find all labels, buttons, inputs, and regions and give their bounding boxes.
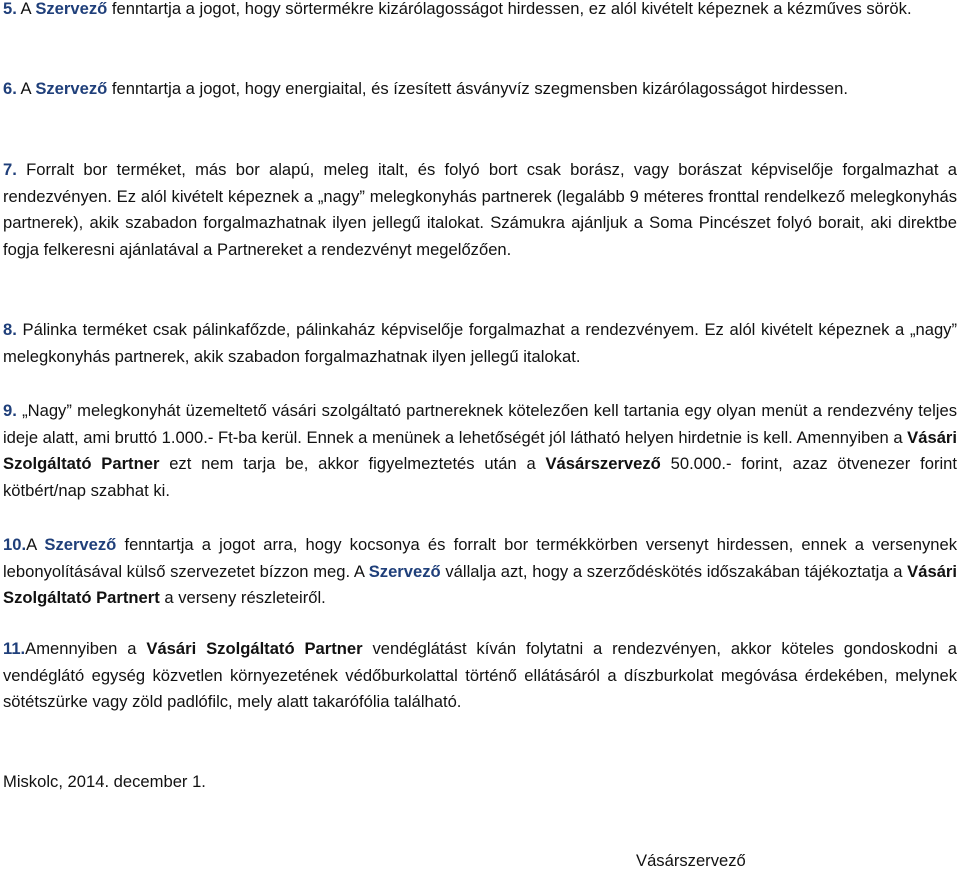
clause-text: Amennyiben a bbox=[25, 639, 147, 658]
clause-6 bbox=[3, 76, 957, 103]
clause-text: A bbox=[16, 79, 36, 98]
clause-text: 50.000.- forint, azaz ötvenezer forint kötbért/nap szabhat ki. bbox=[3, 454, 957, 500]
clause-text: fenntartja a jogot, hogy energiaital, és ízesített ásványvíz szegmensben kizárólagosságot hirdessen. bbox=[107, 79, 848, 98]
term-szervezo: Szervező bbox=[35, 79, 108, 98]
term-vasari-szolgaltato-partner: Vásári Szolgáltató Partner bbox=[3, 427, 957, 473]
term-vasari-szolgaltato-partnert: Vásári Szolgáltató Partnert bbox=[3, 561, 957, 607]
term-szervezo: Szervező bbox=[368, 561, 441, 581]
place-and-date: Miskolc, 2014. december 1. bbox=[3, 772, 206, 791]
clause-text: Pálinka terméket csak pálinkafőzde, pálinkaház képviselője forgalmazhat a rendezvényem. Ez alól kivételt képeznek a „nagy” melegkonyhás partnerek, akik szabadon forgalmazhatnak ilyen jellegű italokat. bbox=[3, 320, 957, 366]
clause-number: 5. bbox=[3, 0, 17, 18]
clause-7 bbox=[3, 157, 957, 263]
clause-text: ezt nem tarja be, akkor figyelmeztetés után a bbox=[159, 454, 546, 473]
term-szervezo: Szervező bbox=[44, 535, 117, 554]
clause-number: 7. bbox=[3, 160, 17, 179]
clause-text: „Nagy” melegkonyhát üzemeltető vásári szolgáltató partnereknek kötelezően kell tartania egy olyan menüt a rendezvény teljes ideje alatt, ami bruttó 1.000.- Ft-ba kerül. Ennek a menünek a lehetőségét jól látható helyen hirdetnie is kell. Amennyiben a bbox=[3, 401, 957, 447]
clause-text: fenntartja a jogot, hogy sörtermékre kizárólagosságot hirdessen, ez alól kivételt képeznek a kézműves sörök. bbox=[107, 0, 912, 18]
clause-number: 9. bbox=[3, 401, 17, 420]
clause-5 bbox=[3, 0, 957, 23]
clause-number: 8. bbox=[3, 320, 17, 339]
clause-10 bbox=[3, 532, 957, 612]
clause-text: Forralt bor terméket, más bor alapú, meleg italt, és folyó bort csak borász, vagy borászat képviselője forgalmazhat a rendezvényen. Ez alól kivételt képeznek a „nagy” melegkonyhás partnerek (legalább 9 méteres fronttal rendelkező melegkonyhás partnerek), akik szabadon forgalmazhatnak ilyen jellegű italokat. Számukra ajánljuk a Soma Pincészet folyó borait, aki direktbe fogja felkeresni ajánlatával a Partnereket a rendezvényt megelőzően. bbox=[3, 160, 957, 259]
term-vasari-szolgaltato-partner: Vásári Szolgáltató Partner bbox=[146, 639, 363, 658]
clause-9 bbox=[3, 398, 957, 504]
clause-text: a verseny részleteiről. bbox=[159, 588, 326, 607]
clause-text: A bbox=[26, 535, 45, 554]
clause-number: 11. bbox=[3, 639, 26, 658]
clause-text: vendéglátást kíván folytatni a rendezvényen, akkor köteles gondoskodni a vendéglátó egység közvetlen környezetének védőburkolattal történő ellátásáról a díszburkolat megóvása érdekében, melynek sötétszürke vagy zöld padlófilc, mely alatt takarófólia található. bbox=[3, 639, 957, 711]
signature-label: Vásárszervező bbox=[636, 851, 746, 870]
clause-8 bbox=[3, 317, 957, 370]
clause-text: A bbox=[16, 0, 36, 18]
clause-number: 6. bbox=[3, 79, 17, 98]
clause-text: fenntartja a jogot arra, hogy kocsonya és forralt bor termékkörben versenyt hirdessen, ennek a versenynek lebonyolításával külső szervezetet bízzon meg. A bbox=[3, 535, 957, 581]
term-vasarszervezo: Vásárszervező bbox=[545, 454, 661, 473]
term-szervezo: Szervező bbox=[35, 0, 108, 18]
clause-11 bbox=[3, 636, 957, 716]
clause-text: vállalja azt, hogy a szerződéskötés időszakában tájékoztatja a bbox=[440, 561, 908, 581]
clause-number: 10. bbox=[3, 535, 27, 554]
